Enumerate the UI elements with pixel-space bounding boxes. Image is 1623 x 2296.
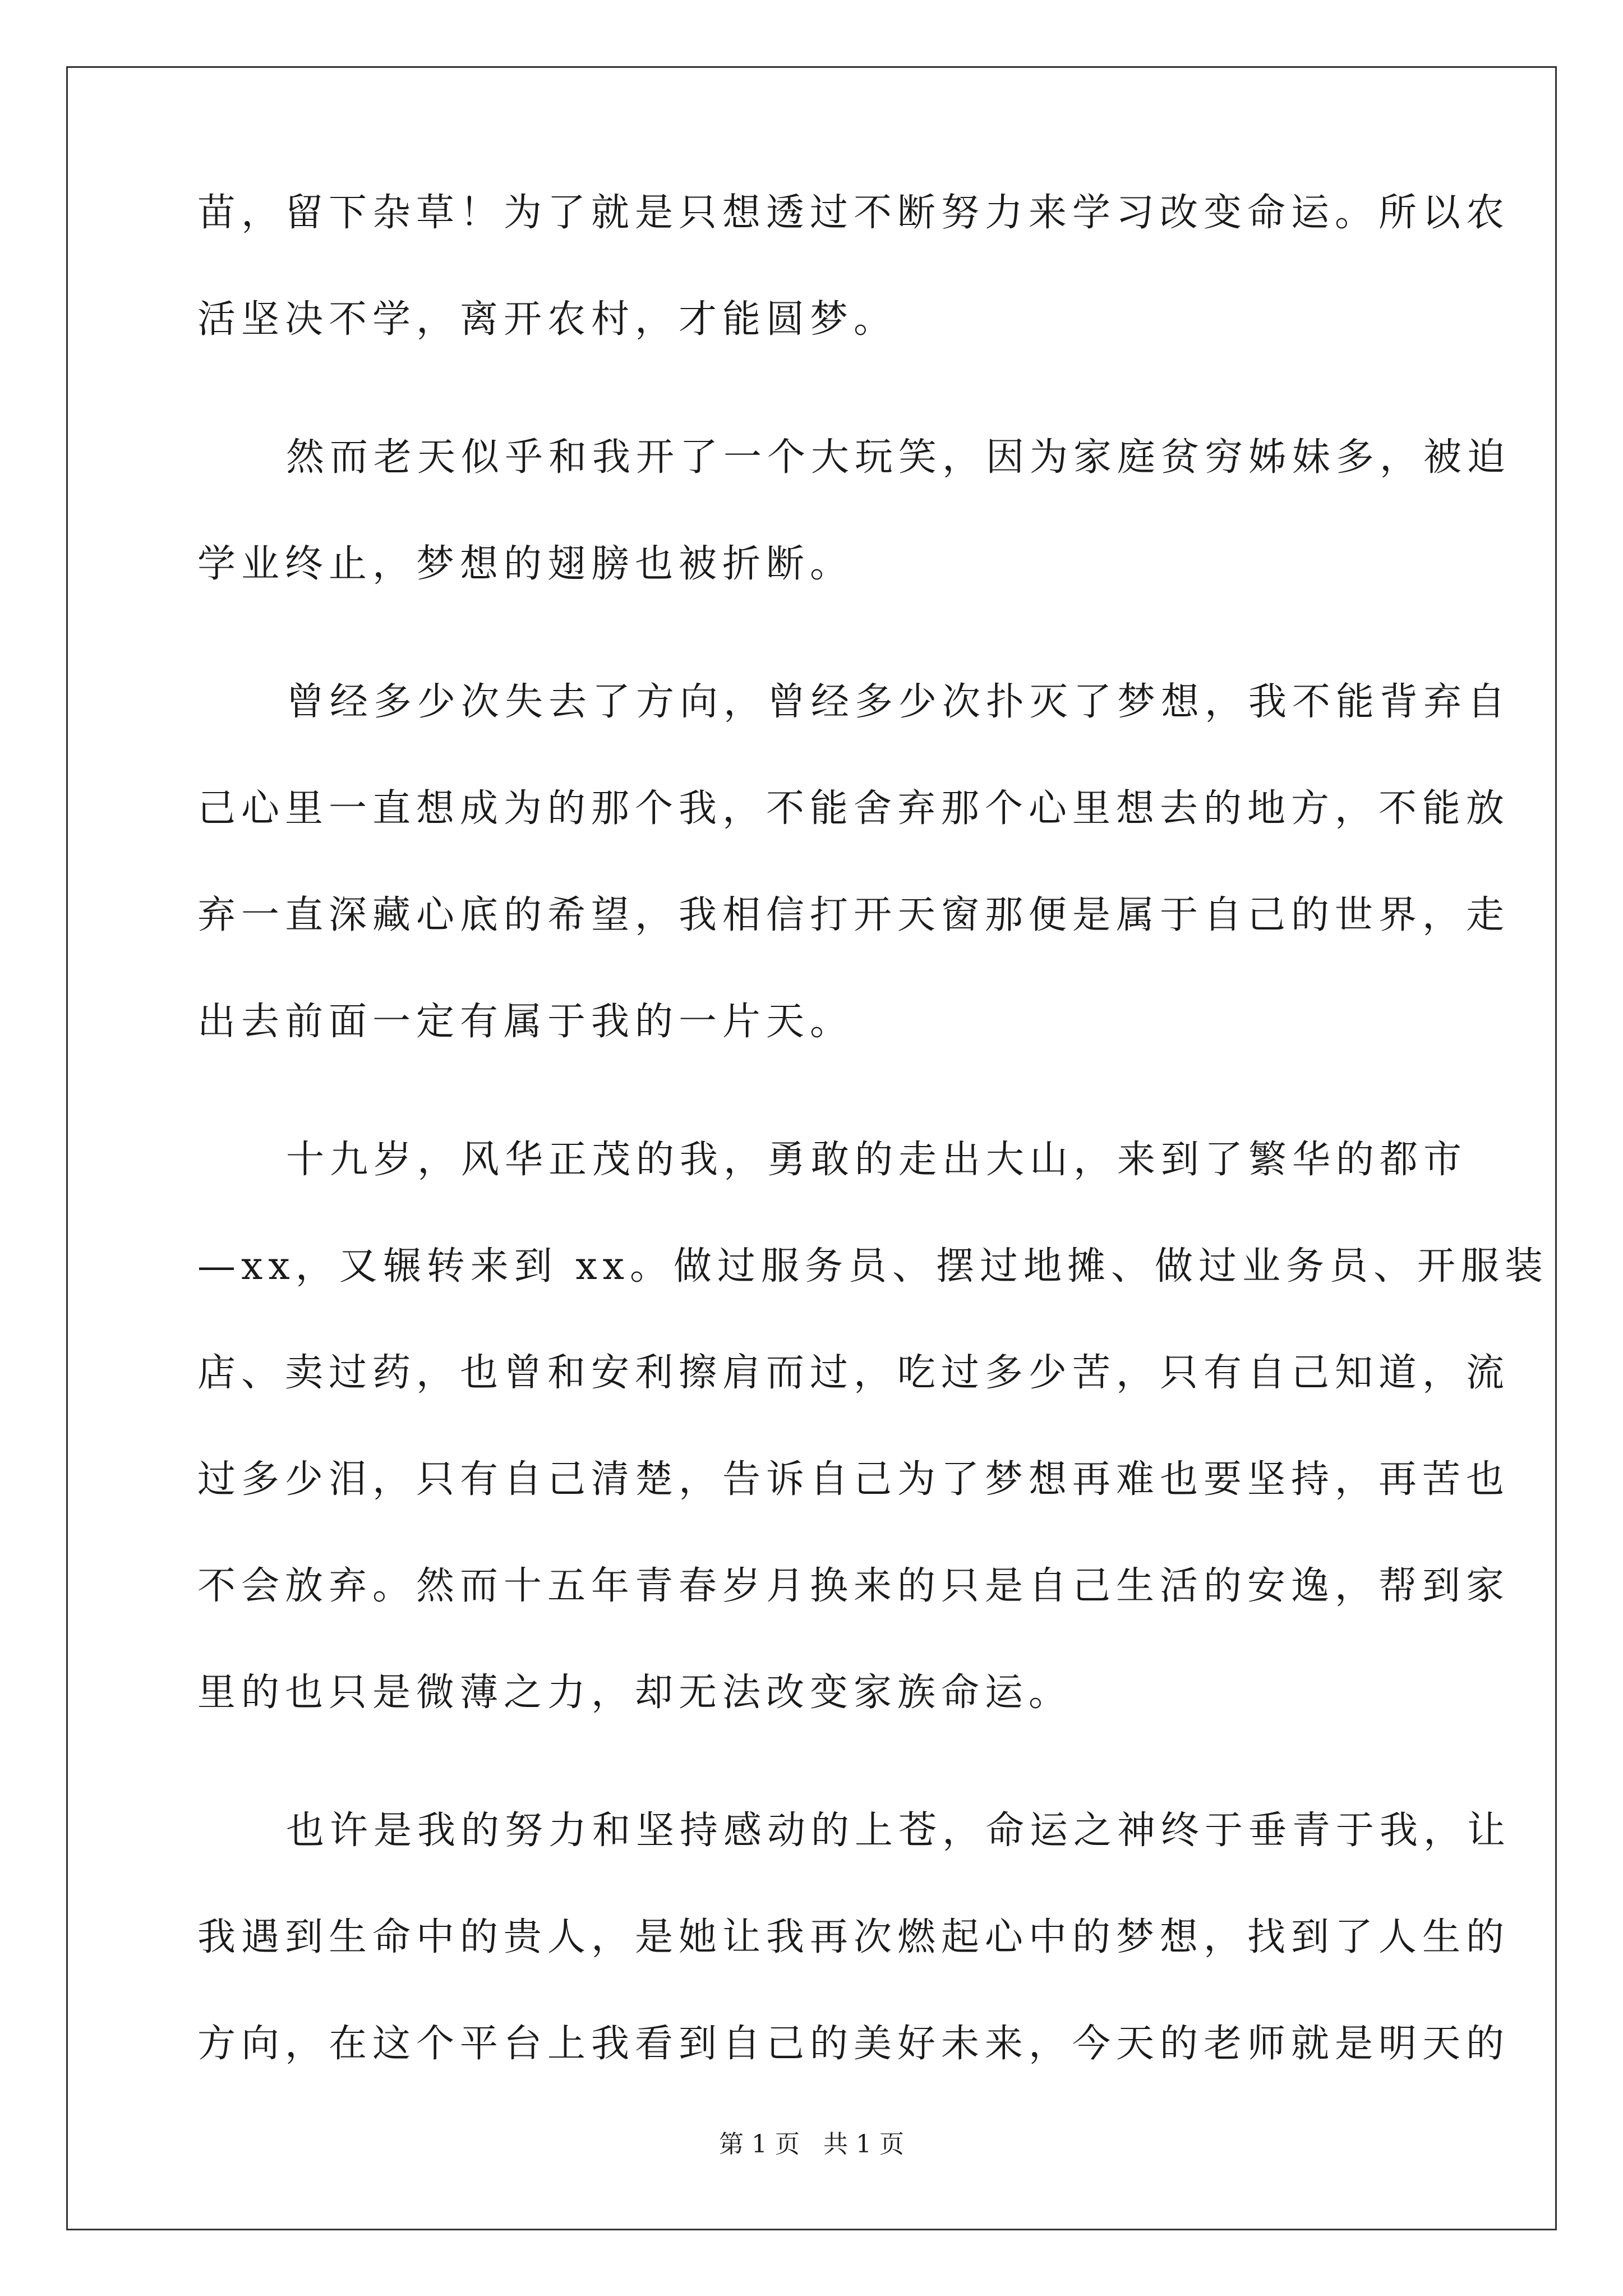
page-total: 共 1 页 xyxy=(823,2130,904,2159)
text-line: 十九岁，风华正茂的我，勇敢的走出大山，来到了繁华的都市 xyxy=(286,1138,1468,1182)
text-line: 曾经多少次失去了方向，曾经多少次扑灭了梦想，我不能背弃自 xyxy=(286,680,1511,724)
text-line: 不会放弃。然而十五年青春岁月换来的只是自己生活的安逸，帮到家 xyxy=(197,1564,1510,1608)
text-line: 店、卖过药，也曾和安利擦肩而过，吃过多少苦，只有自己知道，流 xyxy=(197,1351,1510,1395)
text-line: 学业终止，梦想的翅膀也被折断。 xyxy=(197,542,854,586)
text-line: 然而老天似乎和我开了一个大玩笑，因为家庭贫穷姊妹多，被迫 xyxy=(286,435,1511,480)
page-number: 第 1 页 xyxy=(719,2130,800,2159)
text-line: 弃一直深藏心底的希望，我相信打开天窗那便是属于自己的世界，走 xyxy=(197,893,1510,937)
text-line: 活坚决不学，离开农村，才能圆梦。 xyxy=(197,297,898,342)
document-body xyxy=(197,191,1549,2132)
text-line: 我遇到生命中的贵人，是她让我再次燃起心中的梦想，找到了人生的 xyxy=(197,1915,1510,1959)
text-line: 己心里一直想成为的那个我，不能舍弃那个心里想去的地方，不能放 xyxy=(197,786,1510,831)
page-footer xyxy=(0,2124,1623,2160)
text-line: 出去前面一定有属于我的一片天。 xyxy=(197,1000,854,1044)
text-line: 方向，在这个平台上我看到自己的美好未来，今天的老师就是明天的 xyxy=(197,2022,1510,2066)
text-line: 里的也只是微薄之力，却无法改变家族命运。 xyxy=(197,1671,1073,1715)
text-line: 苗，留下杂草！为了就是只想透过不断努力来学习改变命运。所以农 xyxy=(197,191,1510,235)
text-line: 过多少泪，只有自己清楚，告诉自己为了梦想再难也要坚持，再苦也 xyxy=(197,1457,1510,1502)
text-line: 也许是我的努力和坚持感动的上苍，命运之神终于垂青于我，让 xyxy=(286,1809,1511,1853)
text-line: —xx，又辗转来到 xx。做过服务员、摆过地摊、做过业务员、开服装 xyxy=(197,1244,1549,1289)
